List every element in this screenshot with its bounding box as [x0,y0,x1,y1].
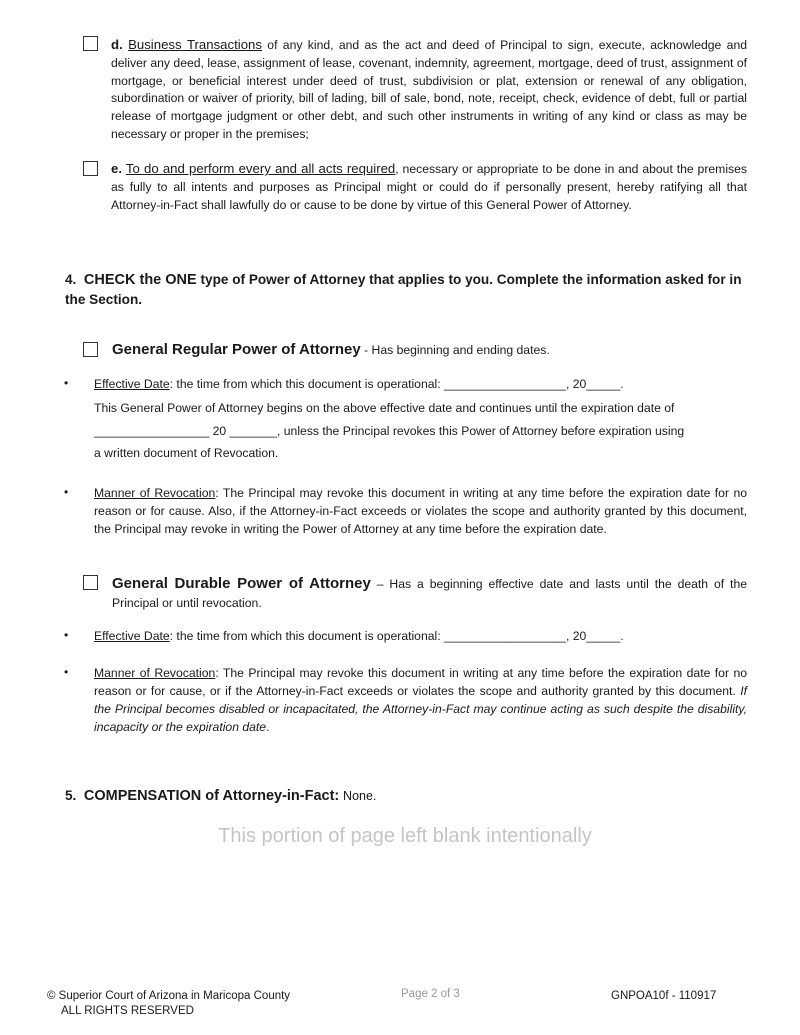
item-d-text [111,36,747,144]
checkbox-general-durable[interactable] [83,575,98,590]
item-body: of any kind, and as the act and deed of Principal to sign, execute, acknowledge and deliver any deed, lease, assignment of lease, covenant, indemnity, agreement, mortgage, deed of trust, assignment of mortgage, or beneficial interest under deed of trust, subdivision or plat, extension or renewal of any obligation, subordination or waiver of priority, bill of lading, bill of sale, bond, note, receipt, check, evidence of debt, full or partial release of mortgage judgment or other debt, and such other instruments in writing of any kind or class as may be necessary or proper in the premises; [111,38,748,141]
durable-title: General Durable Power of Attorney [112,575,371,592]
regular-para-line: This General Power of Attorney begins on the above effective date and continues until the expiration date of [94,401,675,415]
regular-revocation: Manner of Revocation: The Principal may revoke this document in writing at any time before the expiration date for no reason or for cause. Also, if the Attorney-in-Fact exceeds or violates the scope and authority granted by this document, the Principal may revoke in writing the Power of Attorney at any time before the expiration date. [94,486,748,536]
durable-heading: General Durable Power of Attorney – Has a beginning effective date and lasts until the death of the Principal or until revocation. [112,575,748,610]
footer-page-number: Page 2 of 3 [401,988,460,1000]
checkbox-business-transactions[interactable] [83,36,98,51]
durable-effective-date: Effective Date: the time from which this document is operational: __________________, 20_____. [94,629,624,643]
checkbox-perform-acts[interactable] [83,161,98,176]
section-5-heading: 5. COMPENSATION of Attorney-in-Fact: None. [65,788,377,804]
regular-title: General Regular Power of Attorney [112,341,361,358]
blank-page-notice: This portion of page left blank intentionally [218,825,592,847]
footer-copyright: © Superior Court of Arizona in Maricopa County [47,990,291,1002]
footer-form-id: GNPOA10f - 110917 [611,990,717,1002]
durable-desc: Has a beginning effective date and lasts until the death of the Principal or until revocation. [112,577,748,610]
item-letter: e. [111,161,122,176]
regular-effective-date: Effective Date: the time from which this document is operational: __________________, 20_____. [94,377,624,391]
regular-para-line: a written document of Revocation. [94,446,279,460]
regular-desc: Has beginning and ending dates. [371,343,550,357]
item-e-text [111,160,747,214]
item-title: To do and perform every and all acts required [125,161,396,176]
bullet: • [64,628,69,642]
item-title: Business Transactions [128,37,262,52]
regular-heading: General Regular Power of Attorney - Has beginning and ending dates. [112,341,550,358]
durable-revocation: Manner of Revocation: The Principal may revoke this document in writing at any time before the expiration date for no reason or for cause, or if the Attorney-in-Fact exceeds or violates the scope and authority granted by this document. If the Principal becomes disabled or incapacitated, the Attorney-in-Fact may continue acting as such despite the disability, incapacity or the expiration date. [94,666,748,734]
item-body: , necessary or appropriate to be done in and about the premises as fully to all intents and purposes as Principal might or could do if personally present, hereby ratifying all that Attorney-in-Fact shall lawfully do or cause to be done by virtue of this General Power of Attorney. [111,162,747,212]
bullet: • [64,485,69,499]
checkbox-general-regular[interactable] [83,342,98,357]
footer-rights: ALL RIGHTS RESERVED [61,1005,194,1017]
section-4-heading: 4. CHECK the ONE type of Power of Attorney that applies to you. Complete the information asked for in the Section. [65,272,742,307]
item-letter: d. [111,37,123,52]
regular-para-line: _________________ 20 _______, unless the Principal revokes this Power of Attorney before expiration using [94,424,685,438]
bullet: • [64,376,69,390]
bullet: • [64,665,69,679]
